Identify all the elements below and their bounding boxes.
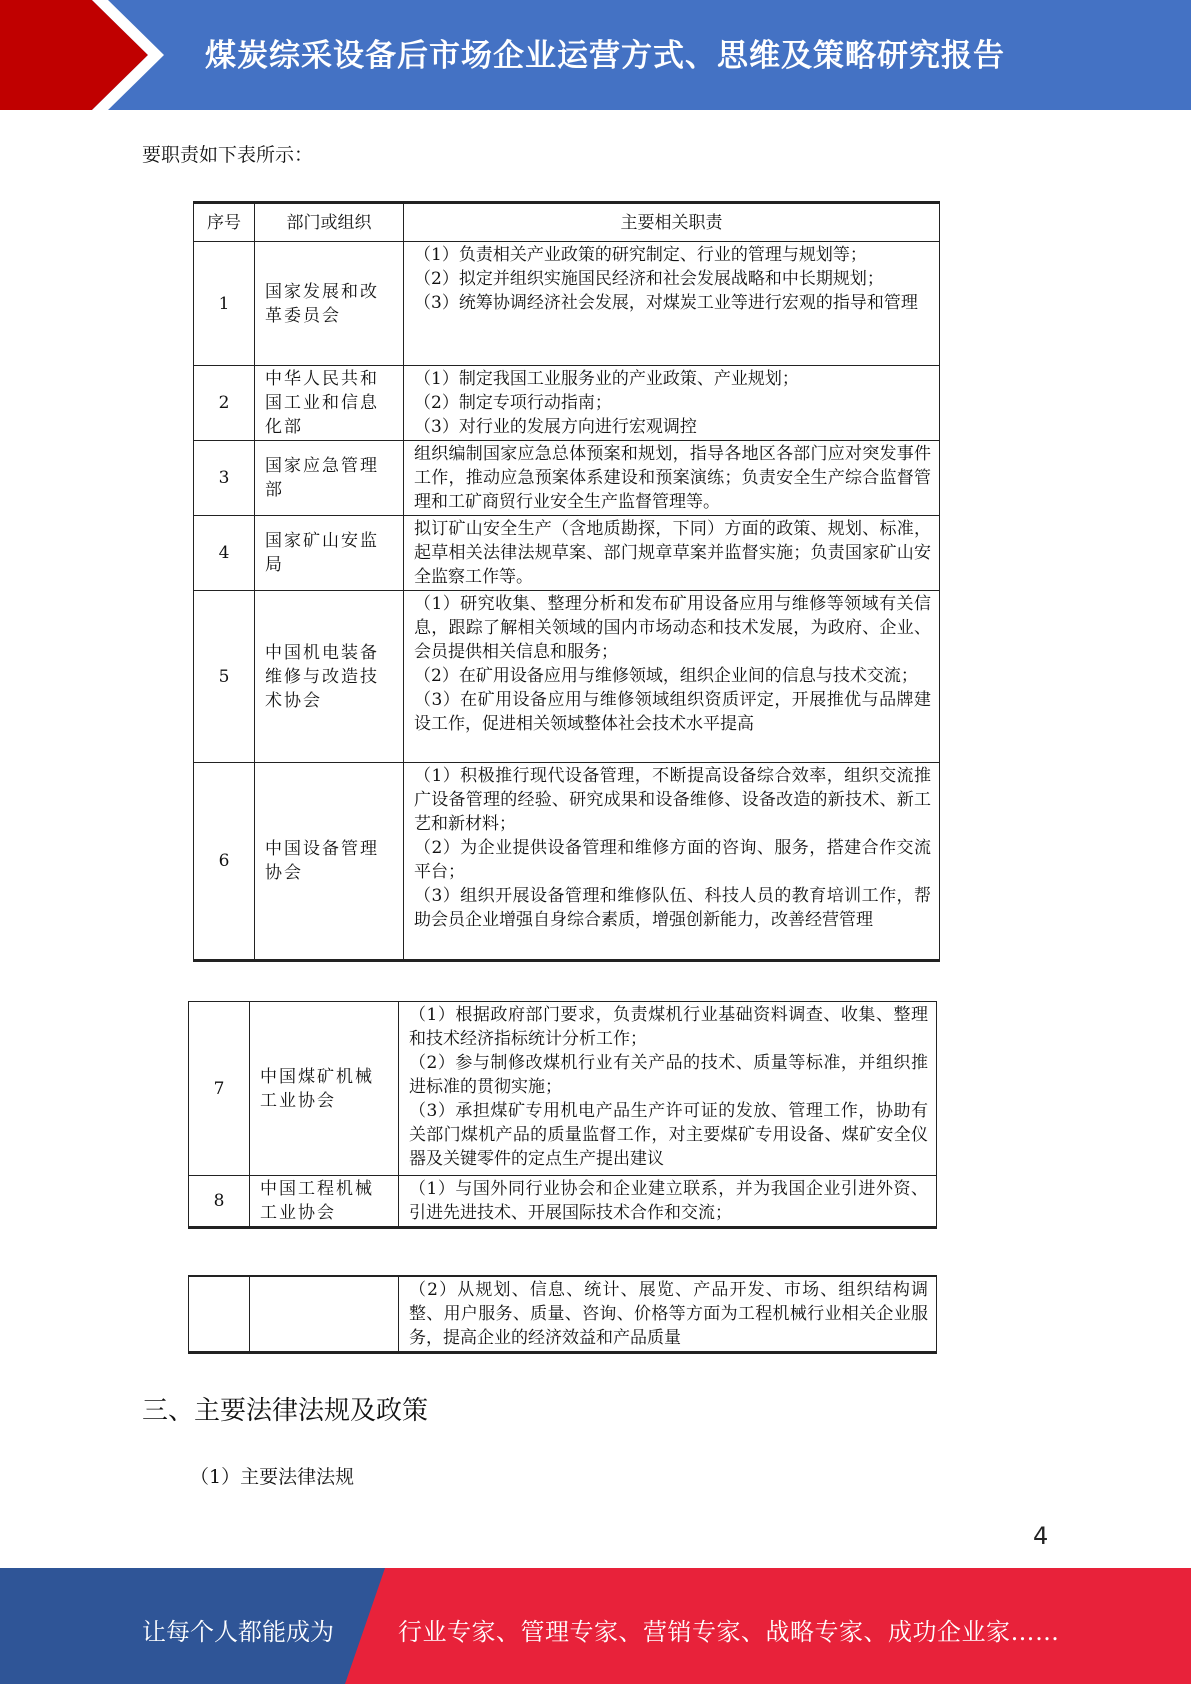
duty-item: （1）研究收集、整理分析和发布矿用设备应用与维修等领域有关信息，跟踪了解相关领域的国内市场动态和技术发展，为政府、企业、会员提供相关信息和服务； [414,594,931,662]
row-num: 2 [194,366,255,441]
row-duties [404,763,940,961]
duty-item: （1）负责相关产业政策的研究制定、行业的管理与规划等； [414,245,867,265]
row-duties [399,1176,937,1228]
table-row [194,242,940,366]
duty-item: （3）承担煤矿专用机电产品生产许可证的发放、管理工作，协助有关部门煤机产品的质量监督工作，对主要煤矿专用设备、煤矿安全仪器及关键零件的定点生产提出建议 [409,1101,928,1169]
duty-item: （3）组织开展设备管理和维修队伍、科技人员的教育培训工作，帮助会员企业增强自身综合素质，增强创新能力，改善经营管理 [414,886,931,930]
table-row [194,366,940,441]
table-row [194,763,940,961]
footer-slogan-left: 让每个人都能成为 [142,1618,334,1646]
duty-item: （3）统筹协调经济社会发展，对煤炭工业等进行宏观的指导和管理 [414,293,918,313]
duty-item: （2）从规划、信息、统计、展览、产品开发、市场、组织结构调整、用户服务、质量、咨询、价格等方面为工程机械行业相关企业服务，提高企业的经济效益和产品质量 [409,1280,928,1348]
report-title: 煤炭综采设备后市场企业运营方式、思维及策略研究报告 [205,38,1005,74]
row-num: 6 [194,763,255,961]
table-row [189,1002,937,1176]
duty-item: （3）对行业的发展方向进行宏观调控 [414,417,697,437]
row-org: 中国煤矿机械工业协会 [250,1002,399,1176]
duty-table-part-1 [193,201,940,962]
row-num: 5 [194,591,255,763]
row-duties [404,242,940,366]
duty-item: （2）拟定并组织实施国民经济和社会发展战略和中长期规划； [414,269,884,289]
duty-table-part-2 [188,1001,937,1229]
header-duty: 主要相关职责 [404,203,940,242]
row-org: 中国工程机械工业协会 [250,1176,399,1228]
page-footer [0,1568,1191,1684]
duty-item: 组织编制国家应急总体预案和规划，指导各地区各部门应对突发事件工作，推动应急预案体系建设和预案演练；负责安全生产综合监督管理和工矿商贸行业安全生产监督管理等。 [414,444,931,512]
duty-item: 拟订矿山安全生产（含地质勘探，下同）方面的政策、规划、标准，起草相关法律法规草案、部门规章草案并监督实施；负责国家矿山安全监察工作等。 [414,519,931,587]
row-org: 国家矿山安监局 [255,516,404,591]
page-number: 4 [1033,1522,1049,1550]
duty-item: （1）制定我国工业服务业的产业政策、产业规划； [414,369,799,389]
table-row [189,1176,937,1228]
table-row [194,441,940,516]
page-header [0,0,1191,110]
row-num: 7 [189,1002,250,1176]
table-row [189,1276,937,1353]
row-org: 国家发展和改革委员会 [255,242,404,366]
subsection-heading: （1）主要法律法规 [190,1466,355,1488]
header-num: 序号 [194,203,255,242]
row-duties [404,516,940,591]
duty-item: （2）为企业提供设备管理和维修方面的咨询、服务，搭建合作交流平台； [414,838,931,882]
row-duties [404,441,940,516]
row-duties [404,366,940,441]
duty-table-part-3 [188,1275,937,1354]
duty-item: （2）制定专项行动指南； [414,393,612,413]
row-org: 中华人民共和国工业和信息化部 [255,366,404,441]
row-org: 中国设备管理协会 [255,763,404,961]
row-org: 国家应急管理部 [255,441,404,516]
row-num: 3 [194,441,255,516]
row-duties [399,1002,937,1176]
duty-item: （3）在矿用设备应用与维修领域组织资质评定，开展推优与品牌建设工作，促进相关领域整体社会技术水平提高 [414,690,931,734]
table-row [194,516,940,591]
row-num: 8 [189,1176,250,1228]
header-org: 部门或组织 [255,203,404,242]
row-org: 中国机电装备维修与改造技术协会 [255,591,404,763]
row-duties [404,591,940,763]
row-num: 4 [194,516,255,591]
duty-item: （2）参与制修改煤机行业有关产品的技术、质量等标准，并组织推进标准的贯彻实施； [409,1053,928,1097]
intro-text: 要职责如下表所示： [142,144,314,166]
row-num: 1 [194,242,255,366]
row-org [250,1276,399,1353]
row-duties [399,1276,937,1353]
duty-item: （2）在矿用设备应用与维修领域，组织企业间的信息与技术交流； [414,666,918,686]
row-num [189,1276,250,1353]
duty-item: （1）根据政府部门要求，负责煤机行业基础资料调查、收集、整理和技术经济指标统计分析工作； [409,1005,928,1049]
duty-item: （1）积极推行现代设备管理，不断提高设备综合效率，组织交流推广设备管理的经验、研究成果和设备维修、设备改造的新技术、新工艺和新材料； [414,766,931,834]
table-row [194,591,940,763]
footer-slogan-right: 行业专家、管理专家、营销专家、战略专家、成功企业家…… [398,1618,1060,1646]
section-heading: 三、主要法律法规及政策 [142,1396,429,1426]
duty-item: （1）与国外同行业协会和企业建立联系，并为我国企业引进外资、引进先进技术、开展国际技术合作和交流； [409,1179,928,1223]
table-header-row [194,203,940,242]
